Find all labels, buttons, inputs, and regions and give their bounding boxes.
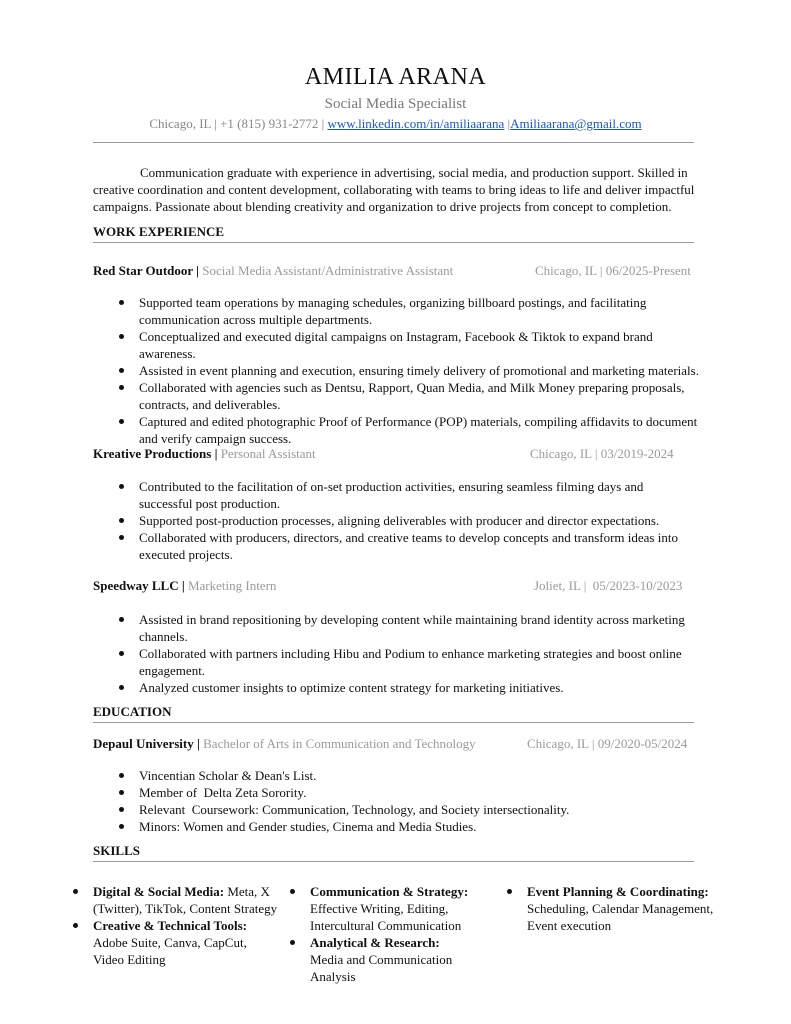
job-header	[93, 263, 694, 280]
job-location-dates: Chicago, IL | 06/2025-Present	[535, 263, 691, 278]
job-company: Red Star Outdoor |	[93, 263, 200, 278]
list-item: Supported team operations by managing schedules, organizing billboard postings, and facilitating communication across multiple departments.	[139, 294, 699, 328]
linkedin-link[interactable]: www.linkedin.com/in/amiliaarana	[327, 116, 505, 131]
work-divider	[93, 242, 694, 243]
list-item: Collaborated with agencies such as Dentsu, Rapport, Quan Media, and Milk Money preparing proposals, contracts, and deliverables.	[139, 379, 699, 413]
bullet-icon	[119, 368, 124, 373]
contact-line	[0, 116, 791, 132]
skill-item: Analytical & Research: Media and Communication Analysis	[310, 934, 500, 985]
bullet-icon	[119, 419, 124, 424]
skills-column-2	[310, 883, 500, 985]
job-bullets	[139, 611, 699, 696]
bullet-icon	[290, 889, 295, 894]
job-company: Kreative Productions |	[93, 446, 218, 461]
job-bullets	[139, 478, 699, 563]
bullet-icon	[119, 807, 124, 812]
job-company: Speedway LLC |	[93, 578, 185, 593]
job-header	[93, 446, 694, 463]
bullet-icon	[119, 484, 124, 489]
job-role: Social Media Assistant/Administrative Assistant	[202, 263, 454, 278]
contact-location-phone: Chicago, IL | +1 (815) 931-2772 |	[149, 116, 328, 131]
skills-divider	[93, 861, 694, 862]
email-link[interactable]: Amiliaarana@gmail.com	[510, 116, 642, 131]
education-header	[93, 736, 694, 753]
degree: Bachelor of Arts in Communication and Technology	[203, 736, 476, 751]
bullet-icon	[507, 889, 512, 894]
bullet-icon	[73, 923, 78, 928]
job-location-dates: Chicago, IL | 03/2019-2024	[530, 446, 674, 461]
school-name: Depaul University |	[93, 736, 200, 751]
bullet-icon	[119, 824, 124, 829]
bullet-icon	[73, 889, 78, 894]
bullet-icon	[119, 617, 124, 622]
bullet-icon	[119, 773, 124, 778]
bullet-icon	[119, 535, 124, 540]
job-location-dates: Joliet, IL | 05/2023-10/2023	[534, 578, 683, 593]
list-item: Relevant Coursework: Communication, Technology, and Society intersectionality.	[139, 801, 699, 818]
skills-heading: SKILLS	[93, 843, 140, 858]
list-item: Captured and edited photographic Proof of Performance (POP) materials, compiling affidavits to document and verify campaign success.	[139, 413, 699, 447]
job-header	[93, 578, 694, 595]
job-role: Marketing Intern	[187, 578, 277, 593]
bullet-icon	[119, 385, 124, 390]
list-item: Assisted in brand repositioning by developing content while maintaining brand identity across marketing channels.	[139, 611, 699, 645]
skills-column-3	[527, 883, 727, 934]
bullet-icon	[119, 651, 124, 656]
education-bullets	[139, 767, 699, 835]
candidate-name: AMILIA ARANA	[304, 64, 487, 90]
skill-item: Communication & Strategy: Effective Writing, Editing, Intercultural Communication	[310, 883, 500, 934]
header-divider	[93, 142, 694, 143]
candidate-title: Social Media Specialist	[324, 96, 467, 112]
summary-paragraph: Communication graduate with experience in advertising, social media, and production support. Skilled in creative coordination and content development, collaborating with teams to bring ideas to life and deliver impactful campaigns. Passionate about blending creativity and organization to drive projects from concept to completion.	[93, 165, 695, 214]
list-item: Collaborated with partners including Hibu and Podium to enhance marketing strategies and boost online engagement.	[139, 645, 699, 679]
job-role: Personal Assistant	[220, 446, 316, 461]
education-divider	[93, 722, 694, 723]
education-heading: EDUCATION	[93, 704, 172, 719]
list-item: Supported post-production processes, aligning deliverables with producer and director expectations.	[139, 512, 699, 529]
bullet-icon	[119, 790, 124, 795]
list-item: Member of Delta Zeta Sorority.	[139, 784, 699, 801]
bullet-icon	[119, 334, 124, 339]
list-item: Collaborated with producers, directors, and creative teams to develop concepts and transform ideas into executed projects.	[139, 529, 699, 563]
bullet-icon	[119, 518, 124, 523]
education-location-dates: Chicago, IL | 09/2020-05/2024	[527, 736, 688, 751]
list-item: Assisted in event planning and execution, ensuring timely delivery of promotional and marketing materials.	[139, 362, 699, 379]
list-item: Analyzed customer insights to optimize content strategy for marketing initiatives.	[139, 679, 699, 696]
list-item: Minors: Women and Gender studies, Cinema and Media Studies.	[139, 818, 699, 835]
list-item: Conceptualized and executed digital campaigns on Instagram, Facebook & Tiktok to expand brand awareness.	[139, 328, 699, 362]
bullet-icon	[119, 685, 124, 690]
skills-column-1	[93, 883, 278, 968]
skill-item: Creative & Technical Tools: Adobe Suite, Canva, CapCut, Video Editing	[93, 917, 278, 968]
work-experience-heading: WORK EXPERIENCE	[93, 224, 225, 239]
bullet-icon	[290, 940, 295, 945]
list-item: Contributed to the facilitation of on-set production activities, ensuring seamless filming days and successful post production.	[139, 478, 699, 512]
job-bullets	[139, 294, 699, 447]
bullet-icon	[119, 300, 124, 305]
skill-item: Event Planning & Coordinating: Scheduling, Calendar Management, Event execution	[527, 883, 727, 934]
list-item: Vincentian Scholar & Dean's List.	[139, 767, 699, 784]
skill-item: Digital & Social Media: Meta, X (Twitter), TikTok, Content Strategy	[93, 883, 278, 917]
contact-separator: |	[504, 116, 511, 131]
